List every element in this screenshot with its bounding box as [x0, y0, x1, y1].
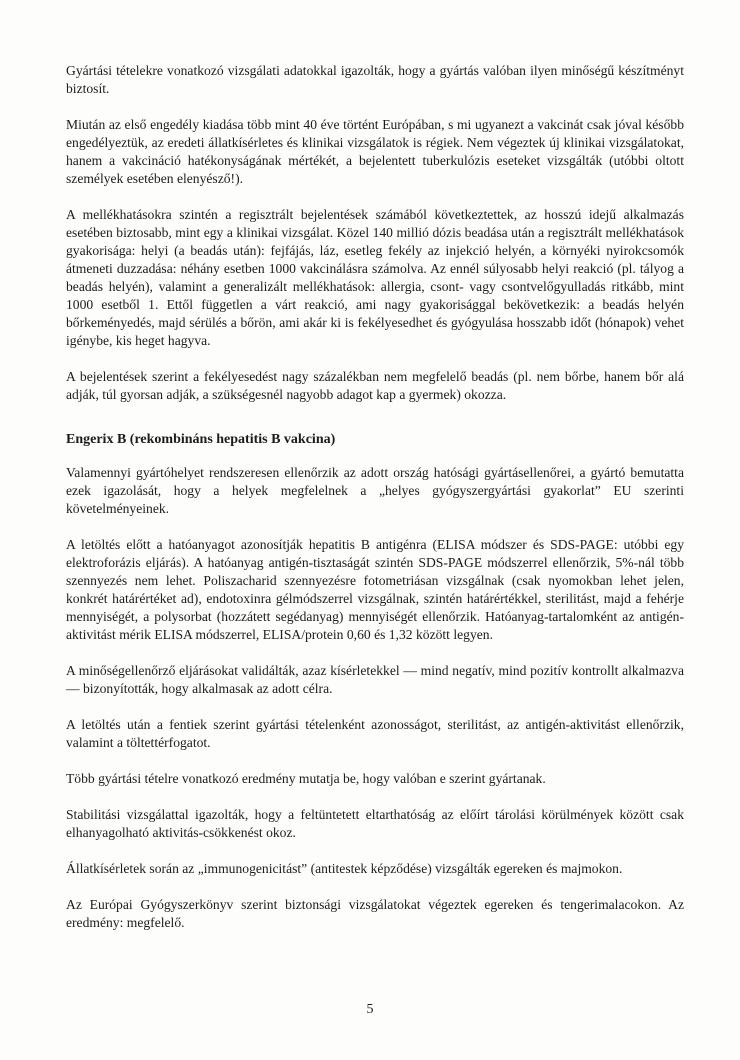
- paragraph: Állatkísérletek során az „immunogenicitást” (antitestek képződése) vizsgálták egereken és majmokon.: [66, 861, 623, 876]
- paragraph: A minőségellenőrző eljárásokat validálták, azaz kísérletekkel — mind negatív, mind pozitív kontrollt alkalmazva — bizonyították, hogy alkalmasak az adott célra.: [66, 663, 684, 696]
- paragraph: Az Európai Gyógyszerkönyv szerint biztonsági vizsgálatokat végeztek egereken és tengerimalacokon. Az eredmény: megfelelő.: [66, 897, 684, 930]
- paragraph: Több gyártási tételre vonatkozó eredmény mutatja be, hogy valóban e szerint gyártanak.: [66, 771, 546, 786]
- paragraph: Gyártási tételekre vonatkozó vizsgálati adatokkal igazolták, hogy a gyártás valóban ilyen minőségű készítményt biztosít.: [66, 63, 684, 96]
- paragraph: Stabilitási vizsgálattal igazolták, hogy a feltüntetett eltarthatóság az előírt tárolási körülmények között csak elhanyagolható aktivitás-csökkenést okoz.: [66, 807, 684, 840]
- paragraph: Miután az első engedély kiadása több mint 40 éve történt Európában, s mi ugyanezt a vakcinát csak jóval később engedélyeztük, az eredeti állatkísérletes és klinikai vizsgálatok is régiek. Nem végeztek új klinikai vizsgálatokat, hanem a vakcináció hatékonyságának mértékét, a bejelentett tuberkulózis eseteket vizsgálták (utóbbi oltott személyek esetében elenyésző!).: [66, 117, 684, 186]
- section-heading: Engerix B (rekombináns hepatitis B vakcina): [66, 432, 336, 447]
- paragraph: A mellékhatásokra szintén a regisztrált bejelentések számából következtettek, az hosszú idejű alkalmazás esetében biztosabb, mint egy a klinikai vizsgálat. Közel 140 millió dózis beadása után a regisztrált mellékhatások gyakorisága: helyi (a beadás után): fejfájás, láz, esetleg fekély az injekció helyén, a környéki nyirokcsomók átmeneti duzzadása: néhány esetben 1000 vakcinálásra számolva. Az ennél súlyosabb helyi reakció (pl. tályog a beadás helyén), valamint a generalizált mellékhatások: allergia, csont- vagy csontvelőgyulladás ritkább, mint 1000 esetből 1. Ettől független a várt reakció, ami nagy gyakorisággal bekövetkezik: a beadás helyén bőrkeményedés, majd sérülés a bőrön, ami akár ki is fekélyesedhet és gyógyulása hosszabb időt (hónapok) vehet igénybe, kis heget hagyva.: [66, 207, 684, 348]
- body-text: [66, 62, 684, 950]
- page-number: 5: [366, 1002, 374, 1017]
- paragraph: A letöltés után a fentiek szerint gyártási tételenként azonosságot, sterilitást, az antigén-aktivitást ellenőrzik, valamint a töltettérfogatot.: [66, 717, 684, 750]
- paragraph: Valamennyi gyártóhelyet rendszeresen ellenőrzik az adott ország hatósági gyártásellenőrei, a gyártó bemutatta ezek igazolását, hogy a helyek megfelelnek a „helyes gyógyszergyártási gyakorlat” EU szerinti követelményeinek.: [66, 465, 684, 516]
- paragraph: A bejelentések szerint a fekélyesedést nagy százalékban nem megfelelő beadás (pl. nem bőrbe, hanem bőr alá adják, túl gyorsan adják, a szükségesnél nagyobb adagot kap a gyermek) okozza.: [66, 369, 684, 402]
- paragraph: A letöltés előtt a hatóanyagot azonosítják hepatitis B antigénra (ELISA módszer és SDS-PAGE: utóbbi egy elektroforázis eljárás). A hatóanyag antigén-tisztaságát szintén SDS-PAGE módszerrel ellenőrzik, 5%-nál több szennyezés nem lehet. Poliszacharid szennyezésre fotometriásan vizsgálnak (csak nyomokban lehet jelen, konkrét határértéket ad), endotoxinra gélmódszerrel vizsgálnak, szintén határértékkel, sterilitást, majd a fehérje mennyiségét, a polysorbat (hozzátett segédanyag) mennyiségét ellenőrzik. Hatóanyag-tartalomként az antigén-aktivitást mérik ELISA módszerrel, ELISA/protein 0,60 és 1,32 között legyen.: [66, 537, 684, 642]
